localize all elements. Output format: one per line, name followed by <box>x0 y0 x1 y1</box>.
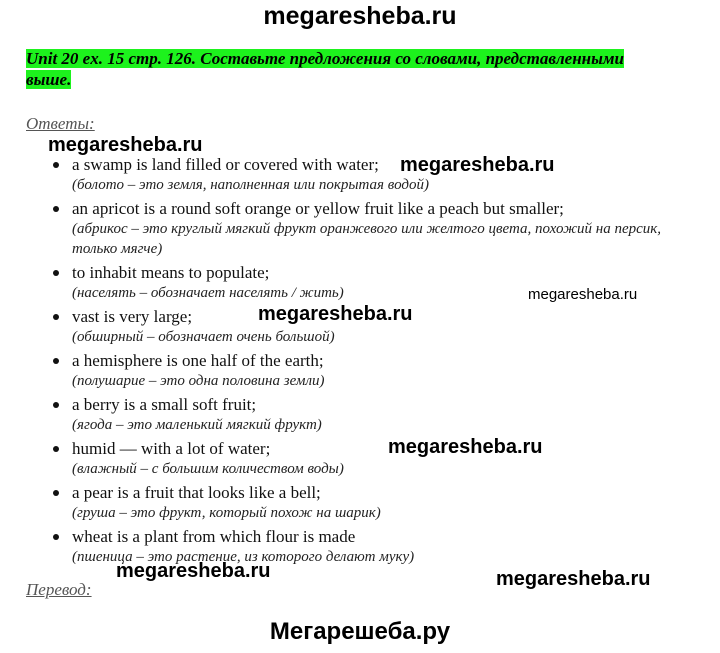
answers-label: Ответы: <box>26 114 95 133</box>
answer-russian: (населять – обозначает населять / жить) <box>72 285 344 301</box>
answer-english: to inhabit means to populate; <box>72 263 270 282</box>
answer-english: wheat is a plant from which flour is made <box>72 527 356 546</box>
exercise-heading <box>26 48 671 90</box>
list-item <box>48 438 668 482</box>
watermark: megaresheba.ru <box>528 286 638 303</box>
answers-list <box>48 154 668 570</box>
answer-english: vast is very large; <box>72 307 193 326</box>
site-footer: Мегарешеба.ру <box>269 618 451 645</box>
answer-english: a swamp is land filled or covered with water; <box>72 155 379 174</box>
watermark: megaresheba.ru <box>388 436 543 458</box>
answer-russian: (груша – это фрукт, который похож на шарик) <box>72 505 381 521</box>
answer-russian: (пшеница – это растение, из которого делают муку) <box>72 549 415 565</box>
watermark: megaresheba.ru <box>400 154 555 176</box>
answer-russian: (влажный – с большим количеством воды) <box>72 461 344 477</box>
watermark: megaresheba.ru <box>48 134 203 156</box>
list-item <box>48 394 668 438</box>
answer-english: a berry is a small soft fruit; <box>72 395 257 414</box>
answer-russian: (обширный – обозначает очень большой) <box>72 329 335 345</box>
answer-russian: (ягода – это маленький мягкий фрукт) <box>72 417 322 433</box>
watermark: megaresheba.ru <box>116 560 271 582</box>
list-item <box>48 350 668 394</box>
answer-english: an apricot is a round soft orange or yellow fruit like a peach but smaller; <box>72 199 564 218</box>
heading-text: Unit 20 ex. 15 стр. 126. Составьте предложения со словами, представленными выше. <box>26 49 624 89</box>
watermark: megaresheba.ru <box>258 303 413 325</box>
list-item <box>48 154 668 198</box>
answer-russian: (полушарие – это одна половина земли) <box>72 373 325 389</box>
list-item <box>48 482 668 526</box>
watermark: megaresheba.ru <box>496 568 651 590</box>
answer-russian: (абрикос – это круглый мягкий фрукт оранжевого или желтого цвета, похожий на персик, только мягче) <box>72 221 662 257</box>
translation-label: Перевод: <box>26 580 92 599</box>
answer-english: a pear is a fruit that looks like a bell; <box>72 483 321 502</box>
answer-english: a hemisphere is one half of the earth; <box>72 351 324 370</box>
list-item <box>48 198 668 262</box>
answer-english: humid — with a lot of water; <box>72 439 271 458</box>
site-title: megaresheba.ru <box>263 2 457 30</box>
answer-russian: (болото – это земля, наполненная или покрытая водой) <box>72 177 429 193</box>
